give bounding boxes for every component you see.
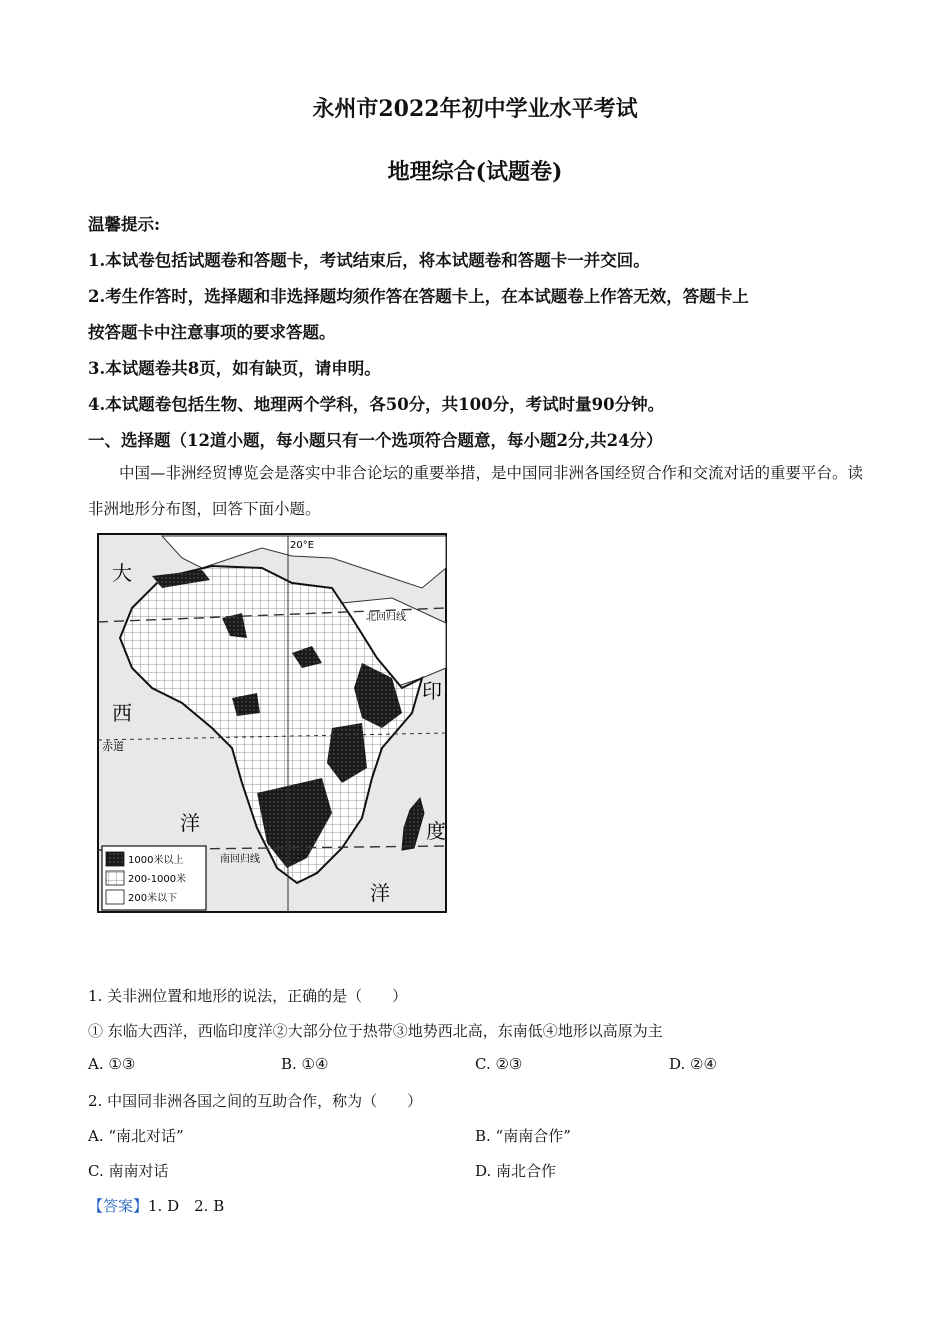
q2-option-c[interactable]: C. 南南对话	[88, 1162, 169, 1180]
tropic-of-capricorn-label: 南回归线	[220, 854, 260, 865]
legend-label-mid: 200-1000米	[128, 874, 187, 885]
exam-title: 永州市2022年初中学业水平考试	[312, 96, 638, 122]
map-legend	[102, 846, 206, 910]
q2-option-d[interactable]: D. 南北合作	[475, 1162, 557, 1180]
answer-line	[88, 1195, 224, 1216]
q2-option-a[interactable]: A. “南北对话”	[88, 1127, 184, 1145]
notice-item-1: 1.本试卷包括试题卷和答题卡，考试结束后，将本试题卷和答题卡一并交回。	[88, 251, 650, 270]
answer-text: 1. D 2. B	[148, 1197, 225, 1215]
ocean-label-da: 大	[112, 561, 132, 585]
ocean-label-yang-east: 洋	[370, 881, 390, 905]
ocean-label-yang-west: 洋	[180, 811, 200, 835]
q1-option-c[interactable]: C. ②③	[475, 1055, 523, 1073]
notice-item-2: 2.考生作答时，选择题和非选择题均须作答在答题卡上，在本试题卷上作答无效，答题卡上	[88, 287, 749, 306]
exam-subtitle: 地理综合(试题卷)	[387, 159, 563, 185]
notice-item-4: 4.本试题卷包括生物、地理两个学科，各50分，共100分，考试时量90分钟。	[88, 395, 665, 414]
legend-label-high: 1000米以上	[128, 855, 184, 866]
ocean-label-du: 度	[426, 819, 446, 843]
tropic-of-cancer-label: 北回归线	[366, 612, 406, 623]
intro-paragraph: 中国—非洲经贸博览会是落实中非合论坛的重要举措，是中国同非洲各国经贸合作和交流对话的重要平台。读非洲地形分布图，回答下面小题。	[88, 464, 864, 518]
notice-item-3: 3.本试题卷共8页，如有缺页，请申明。	[88, 359, 381, 378]
legend-label-low: 200米以下	[128, 893, 178, 904]
q1-option-b[interactable]: B. ①④	[281, 1055, 329, 1073]
section-heading: 一、选择题（12道小题，每小题只有一个选项符合题意，每小题2分,共24分）	[88, 431, 663, 450]
question-2-stem: 2. 中国同非洲各国之间的互助合作，称为（ ）	[88, 1092, 423, 1110]
answer-tag: 【答案】	[88, 1197, 149, 1215]
q1-option-a[interactable]: A. ①③	[88, 1055, 136, 1073]
notice-heading: 温馨提示:	[88, 215, 161, 234]
q1-option-d[interactable]: D. ②④	[669, 1055, 717, 1073]
meridian-label: 20°E	[290, 540, 315, 551]
question-1-statements: ① 东临大西洋，西临印度洋②大部分位于热带③地势西北高，东南低④地形以高原为主	[88, 1022, 663, 1040]
ocean-label-yin: 印	[422, 679, 442, 703]
equator-label: 赤道	[102, 740, 124, 753]
q2-option-b[interactable]: B. “南南合作”	[475, 1127, 571, 1145]
ocean-label-xi: 西	[112, 701, 132, 725]
notice-item-2-cont: 按答题卡中注意事项的要求答题。	[88, 323, 336, 342]
question-1-stem: 1. 关非洲位置和地形的说法，正确的是（ ）	[88, 987, 408, 1005]
africa-terrain-map	[92, 528, 452, 918]
